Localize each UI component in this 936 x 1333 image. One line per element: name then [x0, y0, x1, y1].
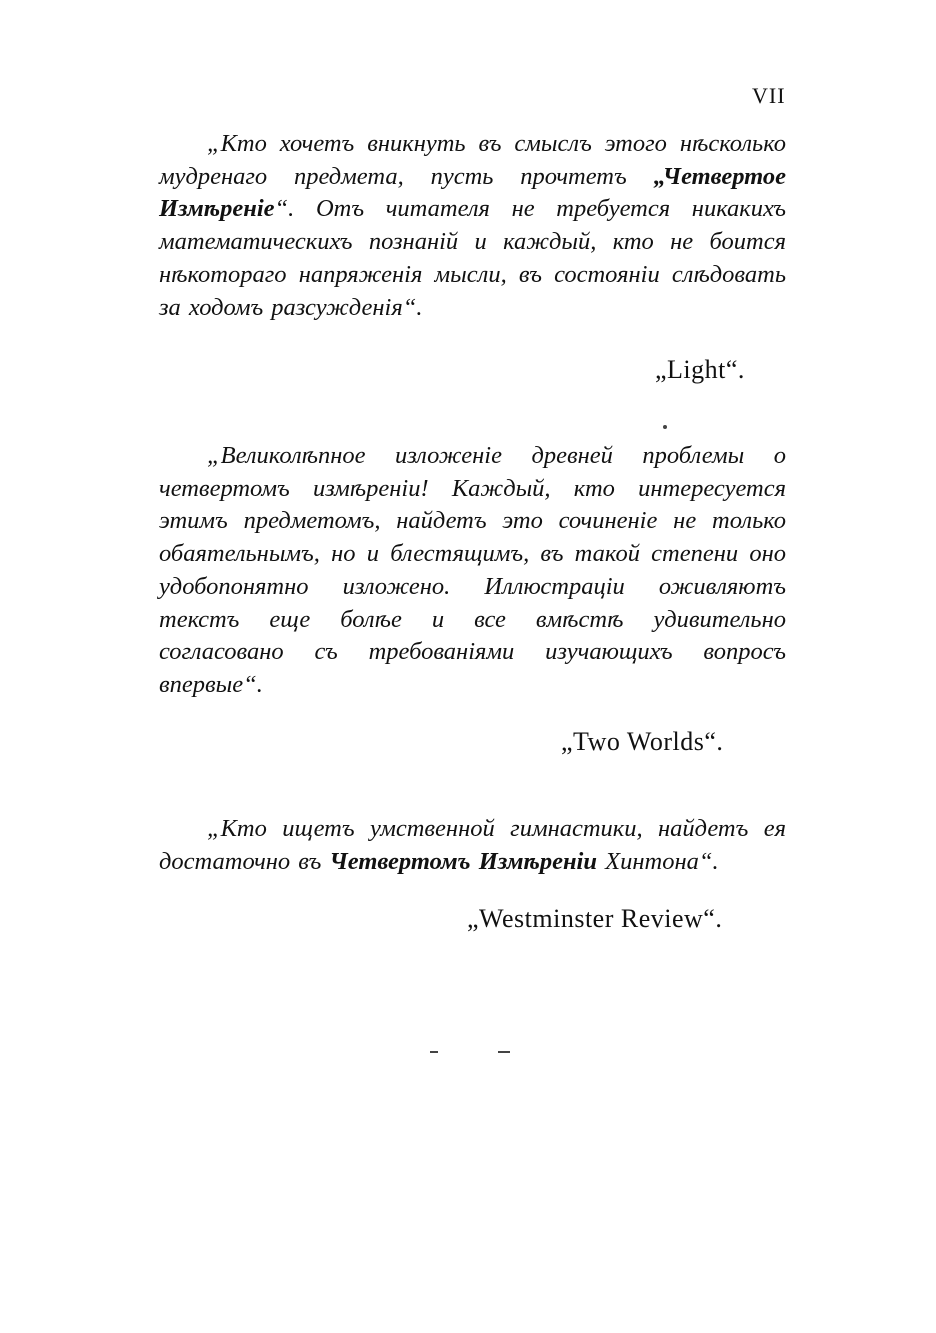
- stray-dot-mark: [663, 425, 667, 429]
- quote-1-text-start: „Кто хочетъ вникнуть въ смыслъ этого нѣсколько мудренаго предмета, пусть прочтетъ: [159, 130, 786, 190]
- quote-2-text: „Великолѣпное изложеніе древней проблемы о четвертомъ измѣреніи! Каждый, кто интересуется этимъ предметомъ, найдетъ это сочиненіе не только обаятельнымъ, но и блестящимъ, въ такой степени оно удобопонятно изложено. Иллюстраціи оживляютъ текстъ еще болѣе и все вмѣстѣ удивительно согласовано съ требованіями изучающихъ вопросъ впервые“.: [159, 442, 786, 698]
- review-source-3: „Westminster Review“.: [467, 904, 723, 933]
- quote-3-book-title: Четвертомъ Измѣреніи: [329, 847, 597, 875]
- quote-3-text-end: Хинтона“.: [597, 847, 719, 875]
- quote-1-book-title: „Четвертое Измѣреніе: [159, 162, 786, 223]
- stray-dash-mark: [498, 1051, 510, 1053]
- review-quote-3: [159, 813, 786, 878]
- quote-3-text-start: „Кто ищетъ умственной гимнастики, найдетъ ея достаточно въ: [159, 815, 786, 875]
- review-quote-2: [159, 440, 786, 702]
- stray-dash-mark: [430, 1051, 438, 1053]
- review-quote-1: [159, 128, 786, 324]
- page-number: VII: [752, 83, 786, 108]
- review-source-2: „Two Worlds“.: [561, 727, 724, 756]
- quote-1-text-end: “. Отъ читателя не требуется никакихъ математическихъ познаній и каждый, кто не боится нѣкотораго напряженія мысли, въ состояніи слѣдовать за ходомъ разсужденія“.: [159, 195, 786, 321]
- review-source-1: „Light“.: [655, 355, 745, 384]
